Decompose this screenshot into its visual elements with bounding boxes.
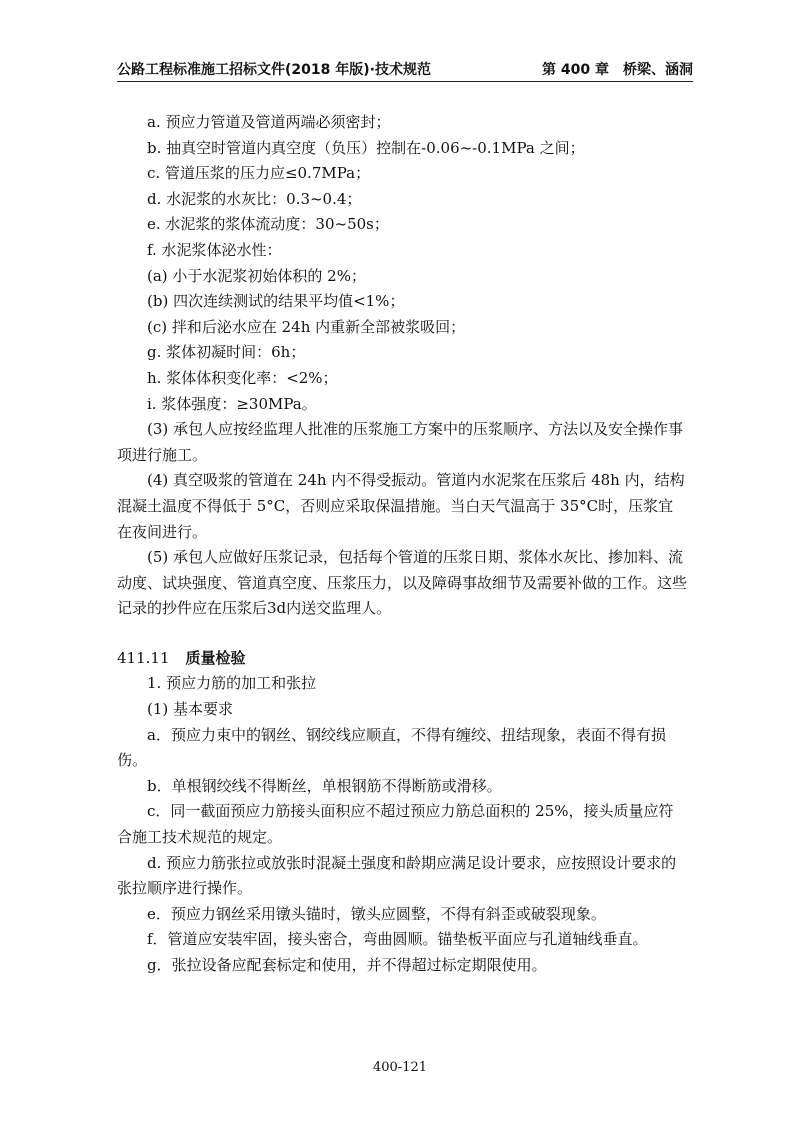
paragraph: 1. 预应力筋的加工和张拉: [147, 674, 317, 693]
paragraph: c．同一截面预应力筋接头面积应不超过预应力筋总面积的 25%，接头质量应符合施工技术规范的规定。: [117, 802, 674, 847]
paragraph: (c) 拌和后泌水应在 24h 内重新全部被浆吸回；: [147, 317, 466, 336]
paragraph: e．预应力钢丝采用镦头锚时，镦头应圆整，不得有斜歪或破裂现象。: [147, 904, 606, 923]
section-number: 411.11: [117, 648, 170, 667]
page-body: [117, 110, 687, 979]
paragraph: g．张拉设备应配套标定和使用，并不得超过标定期限使用。: [147, 956, 547, 974]
paragraph: (3) 承包人应按经监理人批准的压浆施工方案中的压浆顺序、方法以及安全操作事项进行施工。: [117, 420, 684, 464]
paragraph: b. 抽真空时管道内真空度（负压）控制在-0.06~-0.1MPa 之间；: [147, 138, 585, 157]
paragraph: (a) 小于水泥浆初始体积的 2%；: [147, 266, 366, 285]
paragraph: i. 浆体强度：≥30MPa。: [147, 394, 317, 413]
paragraph: d. 水泥浆的水灰比：0.3~0.4；: [147, 189, 362, 208]
paragraph: f. 水泥浆体泌水性：: [147, 240, 282, 259]
header-document-title: 公路工程标准施工招标文件(2018 年版)·技术规范: [117, 62, 431, 78]
paragraph: (5) 承包人应做好压浆记录，包括每个管道的压浆日期、浆体水灰比、掺加料、流动度、试块强度、管道真空度、压浆压力，以及障碍事故细节及需要补做的工作。这些记录的抄件应在压浆后3d内送交监理人。: [117, 548, 688, 618]
paragraph: c. 管道压浆的压力应≤0.7MPa；: [147, 164, 371, 183]
paragraph: (b) 四次连续测试的结果平均值<1%；: [147, 292, 405, 311]
header-chapter-title: 第 400 章 桥梁、涵洞: [542, 62, 693, 78]
section-heading: [117, 646, 687, 672]
paragraph: a．预应力束中的钢丝、钢绞线应顺直，不得有缠绞、扭结现象，表面不得有损伤。: [117, 725, 666, 770]
paragraph: a. 预应力管道及管道两端必须密封；: [147, 113, 391, 131]
page-number: 400-121: [372, 1060, 428, 1075]
page-header: [117, 50, 693, 86]
paragraph: d. 预应力筋张拉或放张时混凝土强度和龄期应满足设计要求，应按照设计要求的张拉顺序进行操作。: [117, 853, 677, 898]
paragraph: f．管道应安装牢固，接头密合，弯曲圆顺。锚垫板平面应与孔道轴线垂直。: [147, 930, 648, 949]
section-spacer: [117, 622, 687, 646]
header-rule: [117, 81, 693, 82]
paragraph: g. 浆体初凝时间：6h；: [147, 343, 306, 362]
paragraph: b．单根钢绞线不得断丝，单根钢筋不得断筋或滑移。: [147, 776, 502, 795]
paragraph: (4) 真空吸浆的管道在 24h 内不得受振动。管道内水泥浆在压浆后 48h 内，结构混凝土温度不得低于 5°C，否则应采取保温措施。当白天气温高于 35°C时，压浆宜在夜间进行。: [117, 471, 685, 541]
paragraph: e. 水泥浆的浆体流动度：30~50s；: [147, 215, 389, 234]
section-title: 质量检验: [185, 648, 246, 667]
paragraph: h. 浆体体积变化率：<2%；: [147, 368, 338, 387]
paragraph: (1) 基本要求: [147, 700, 234, 719]
